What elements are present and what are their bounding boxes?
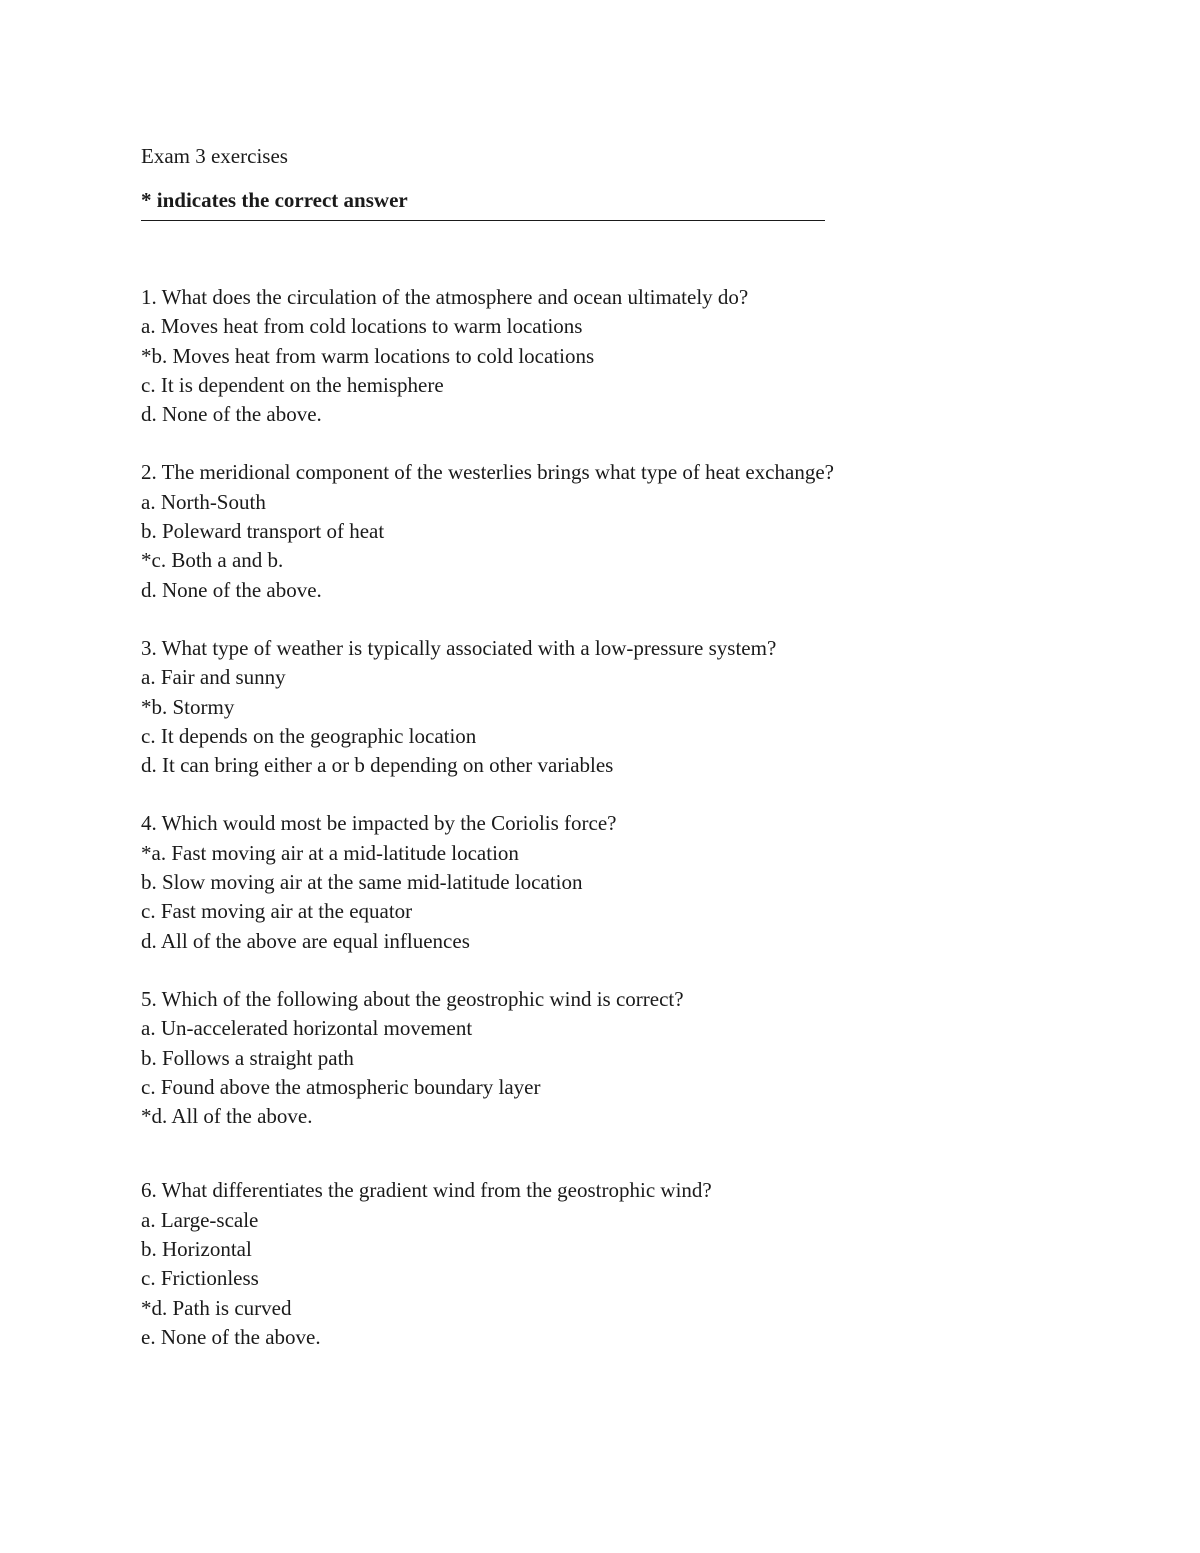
document-page bbox=[141, 140, 1041, 1352]
answer-option: b. Follows a straight path bbox=[141, 1045, 354, 1070]
horizontal-rule bbox=[141, 220, 825, 221]
answer-option: a. Moves heat from cold locations to warm locations bbox=[141, 314, 583, 339]
answer-option: a. Un-accelerated horizontal movement bbox=[141, 1016, 473, 1041]
answer-option: c. It depends on the geographic location bbox=[141, 723, 477, 748]
answer-option: a. Fair and sunny bbox=[141, 665, 286, 690]
question-4 bbox=[141, 809, 1041, 955]
answer-key-note: * indicates the correct answer bbox=[141, 188, 408, 212]
answer-option: a. North-South bbox=[141, 489, 266, 514]
answer-option: b. Poleward transport of heat bbox=[141, 519, 385, 544]
answer-option: c. Found above the atmospheric boundary layer bbox=[141, 1074, 541, 1099]
answer-option-correct: *c. Both a and b. bbox=[141, 548, 284, 573]
question-3 bbox=[141, 634, 1041, 780]
answer-option: e. None of the above. bbox=[141, 1324, 321, 1349]
answer-option-correct: *b. Stormy bbox=[141, 694, 235, 719]
answer-option: a. Large-scale bbox=[141, 1207, 259, 1232]
document-title: Exam 3 exercises bbox=[141, 144, 288, 168]
question-text: 6. What differentiates the gradient wind from the geostrophic wind? bbox=[141, 1178, 712, 1203]
answer-option: c. Fast moving air at the equator bbox=[141, 899, 413, 924]
question-2 bbox=[141, 458, 1041, 604]
answer-option-correct: *b. Moves heat from warm locations to cold locations bbox=[141, 343, 595, 368]
question-text: 5. Which of the following about the geostrophic wind is correct? bbox=[141, 986, 684, 1011]
question-text: 3. What type of weather is typically associated with a low-pressure system? bbox=[141, 635, 777, 660]
answer-option: d. None of the above. bbox=[141, 577, 322, 602]
answer-option-correct: *a. Fast moving air at a mid-latitude location bbox=[141, 840, 519, 865]
answer-option-correct: *d. Path is curved bbox=[141, 1295, 292, 1320]
answer-option: c. Frictionless bbox=[141, 1266, 259, 1291]
answer-option: b. Slow moving air at the same mid-latitude location bbox=[141, 870, 583, 895]
answer-option-correct: *d. All of the above. bbox=[141, 1104, 313, 1129]
question-text: 1. What does the circulation of the atmosphere and ocean ultimately do? bbox=[141, 285, 749, 309]
answer-option: c. It is dependent on the hemisphere bbox=[141, 372, 444, 397]
answer-option: d. All of the above are equal influences bbox=[141, 928, 470, 953]
question-text: 4. Which would most be impacted by the Coriolis force? bbox=[141, 811, 617, 836]
question-6 bbox=[141, 1176, 1041, 1352]
question-1 bbox=[141, 283, 1041, 429]
question-5 bbox=[141, 985, 1041, 1131]
answer-option: d. It can bring either a or b depending on other variables bbox=[141, 753, 614, 778]
question-text: 2. The meridional component of the westerlies brings what type of heat exchange? bbox=[141, 460, 834, 485]
answer-option: d. None of the above. bbox=[141, 402, 322, 427]
answer-option: b. Horizontal bbox=[141, 1237, 252, 1262]
